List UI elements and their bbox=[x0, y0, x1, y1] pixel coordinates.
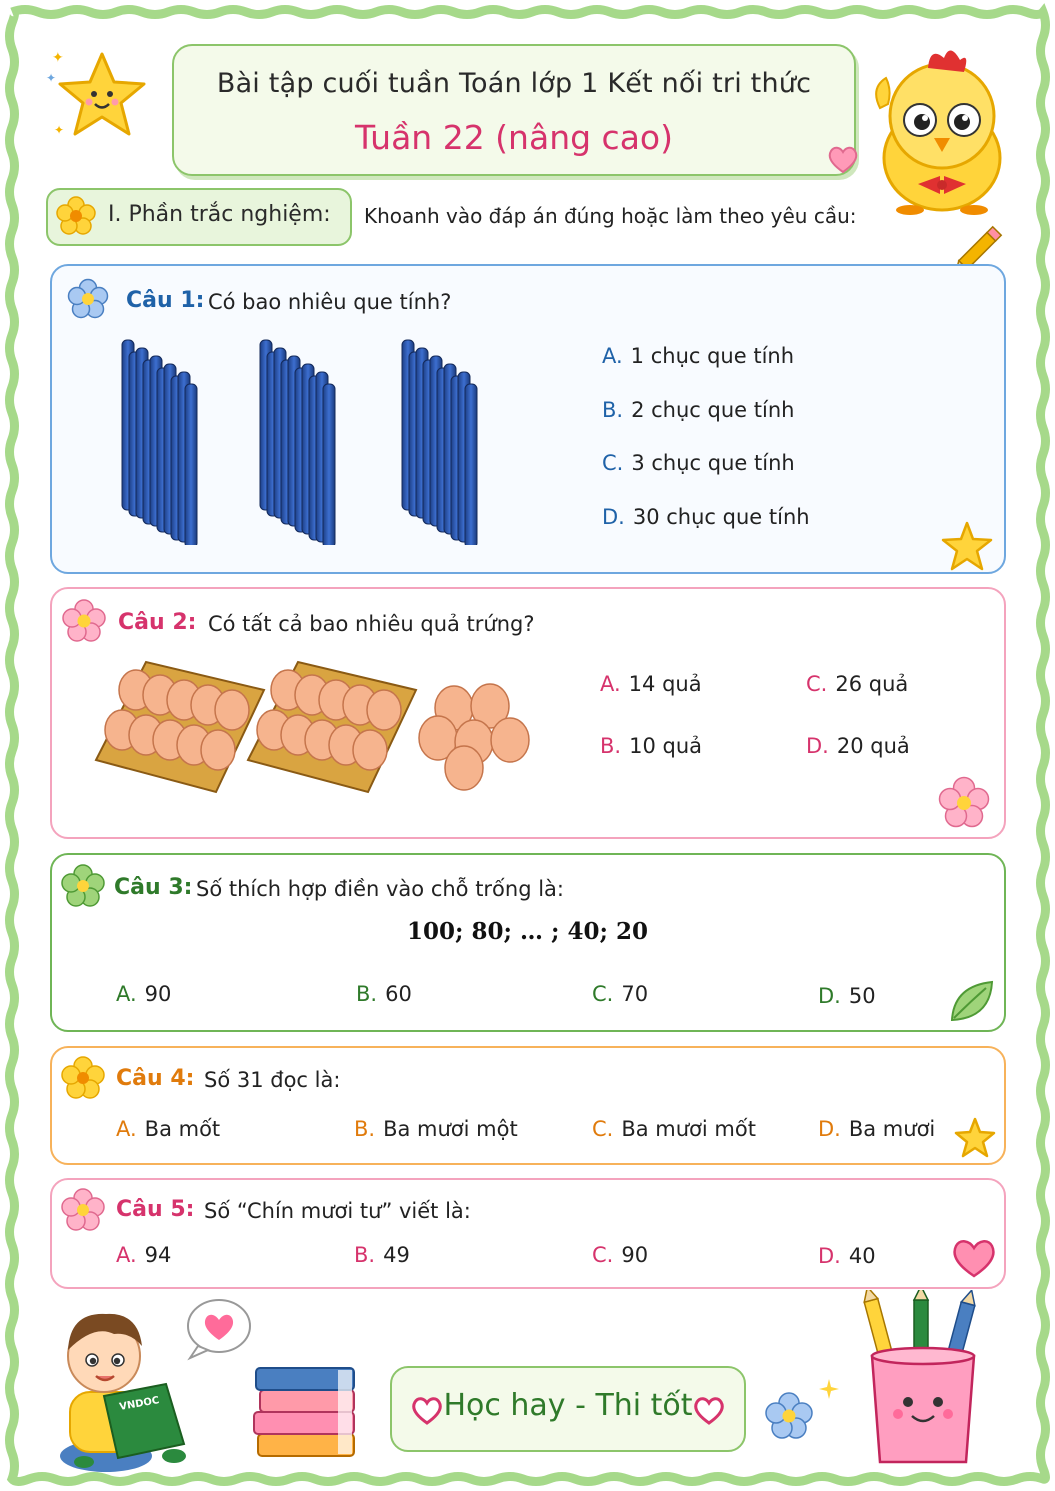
question-4-option-b[interactable] bbox=[354, 1117, 518, 1141]
question-1-text: Có bao nhiêu que tính? bbox=[208, 290, 452, 314]
book-cover-text: VNDOC bbox=[118, 1395, 161, 1413]
counting-stick bbox=[323, 384, 335, 545]
question-card-4 bbox=[50, 1046, 1006, 1165]
option-text: 1 chục que tính bbox=[630, 344, 795, 368]
flower-icon bbox=[56, 196, 96, 236]
option-text: 20 quả bbox=[836, 734, 910, 758]
flower-icon bbox=[60, 1188, 106, 1232]
option-text: 49 bbox=[383, 1243, 410, 1267]
option-text: Ba mốt bbox=[144, 1117, 221, 1141]
option-letter: A. bbox=[116, 1243, 137, 1267]
boy-reading-icon bbox=[34, 1296, 209, 1481]
question-5-option-d[interactable] bbox=[818, 1244, 876, 1268]
question-4-option-d[interactable] bbox=[818, 1117, 935, 1141]
question-3-option-a[interactable] bbox=[116, 982, 171, 1006]
counting-sticks-image bbox=[110, 330, 500, 545]
egg bbox=[491, 718, 529, 762]
question-3-option-d[interactable] bbox=[818, 984, 876, 1008]
counting-stick bbox=[465, 384, 477, 545]
question-2-option-c[interactable] bbox=[806, 672, 908, 696]
question-2-text: Có tất cả bao nhiêu quả trứng? bbox=[208, 612, 535, 636]
egg bbox=[445, 746, 483, 790]
question-4-option-a[interactable] bbox=[116, 1117, 220, 1141]
question-2-label: Câu 2: bbox=[118, 610, 197, 635]
star-icon bbox=[44, 42, 154, 142]
option-letter: B. bbox=[600, 734, 622, 758]
option-letter: B. bbox=[354, 1243, 376, 1267]
option-letter: A. bbox=[116, 1117, 137, 1141]
svg-text:✦: ✦ bbox=[46, 71, 57, 85]
svg-text:✦: ✦ bbox=[52, 50, 64, 66]
leaf-icon bbox=[948, 978, 996, 1024]
section-header bbox=[46, 188, 352, 246]
question-2-option-a[interactable] bbox=[600, 672, 702, 696]
option-letter: C. bbox=[592, 1243, 614, 1267]
option-letter: C. bbox=[806, 672, 828, 696]
svg-text:✦: ✦ bbox=[54, 123, 65, 137]
flower-icon bbox=[66, 278, 110, 320]
question-1-option-d[interactable] bbox=[602, 505, 810, 529]
heart-icon bbox=[950, 1236, 998, 1280]
books-icon bbox=[250, 1356, 365, 1466]
question-3-option-c[interactable] bbox=[592, 982, 648, 1006]
section-label: I. Phần trắc nghiệm: bbox=[108, 202, 331, 227]
option-letter: A. bbox=[600, 672, 621, 696]
page-subtitle: Tuần 22 (nâng cao) bbox=[355, 118, 673, 157]
question-1-label: Câu 1: bbox=[126, 288, 205, 313]
option-text: 40 bbox=[848, 1244, 876, 1268]
number-sequence: 100; 80; … ; 40; 20 bbox=[406, 918, 649, 945]
option-text: 90 bbox=[144, 982, 172, 1006]
pencil-cup-icon bbox=[858, 1290, 988, 1470]
star-icon bbox=[952, 1116, 998, 1160]
star-icon bbox=[940, 520, 994, 572]
question-4-option-c[interactable] bbox=[592, 1117, 756, 1141]
question-5-option-c[interactable] bbox=[592, 1243, 648, 1267]
question-card-5 bbox=[50, 1178, 1006, 1289]
option-text: 2 chục que tính bbox=[631, 398, 795, 422]
question-1-option-c[interactable] bbox=[602, 451, 795, 475]
egg bbox=[353, 730, 387, 770]
sparkle-icon bbox=[818, 1378, 840, 1400]
option-text: 50 bbox=[848, 984, 876, 1008]
option-text: 10 quả bbox=[629, 734, 702, 758]
question-4-label: Câu 4: bbox=[116, 1066, 195, 1091]
option-letter: B. bbox=[354, 1117, 376, 1141]
question-5-label: Câu 5: bbox=[116, 1197, 195, 1222]
question-5-option-a[interactable] bbox=[116, 1243, 171, 1267]
option-letter: A. bbox=[602, 344, 623, 368]
counting-stick bbox=[185, 384, 197, 545]
speech-bubble-heart-icon bbox=[184, 1296, 254, 1362]
question-2-option-d[interactable] bbox=[806, 734, 910, 758]
question-1-option-b[interactable] bbox=[602, 398, 794, 422]
option-text: Ba mươi một bbox=[383, 1117, 518, 1141]
question-2-option-b[interactable] bbox=[600, 734, 702, 758]
question-4-text: Số 31 đọc là: bbox=[204, 1068, 341, 1092]
option-letter: B. bbox=[602, 398, 624, 422]
chick-icon bbox=[870, 38, 1010, 218]
option-letter: C. bbox=[602, 451, 624, 475]
question-5-option-b[interactable] bbox=[354, 1243, 410, 1267]
question-5-text: Số “Chín mươi tư” viết là: bbox=[204, 1199, 471, 1223]
option-letter: C. bbox=[592, 982, 614, 1006]
option-text: 90 bbox=[621, 1243, 649, 1267]
option-letter: D. bbox=[818, 984, 841, 1008]
title-banner bbox=[172, 44, 856, 176]
heart-icon bbox=[826, 143, 860, 175]
flower-icon bbox=[60, 864, 106, 908]
heart-icon bbox=[692, 1394, 726, 1426]
question-3-label: Câu 3: bbox=[114, 875, 193, 900]
option-text: 14 quả bbox=[628, 672, 702, 696]
egg bbox=[215, 690, 249, 730]
flower-icon bbox=[60, 1056, 106, 1100]
option-letter: B. bbox=[356, 982, 378, 1006]
egg bbox=[201, 730, 235, 770]
option-letter: A. bbox=[116, 982, 137, 1006]
option-letter: C. bbox=[592, 1117, 614, 1141]
option-letter: D. bbox=[806, 734, 829, 758]
question-3-text: Số thích hợp điền vào chỗ trống là: bbox=[196, 877, 565, 901]
page-title: Bài tập cuối tuần Toán lớp 1 Kết nối tri thức bbox=[216, 68, 812, 99]
question-3-option-b[interactable] bbox=[356, 982, 412, 1006]
footer-slogan-box bbox=[390, 1366, 746, 1452]
question-1-option-a[interactable] bbox=[602, 344, 794, 368]
eggs-image bbox=[92, 650, 552, 800]
option-text: 70 bbox=[621, 982, 649, 1006]
option-text: Ba mươi bbox=[848, 1117, 936, 1141]
option-text: 60 bbox=[385, 982, 412, 1006]
option-text: 30 chục que tính bbox=[632, 505, 810, 529]
flower-icon bbox=[764, 1392, 814, 1440]
option-text: Ba mươi mốt bbox=[621, 1117, 756, 1141]
option-letter: D. bbox=[818, 1117, 841, 1141]
option-letter: D. bbox=[602, 505, 625, 529]
section-instruction: Khoanh vào đáp án đúng hoặc làm theo yêu cầu: bbox=[364, 204, 857, 228]
option-text: 3 chục que tính bbox=[631, 451, 795, 475]
flower-icon bbox=[936, 776, 992, 830]
option-letter: D. bbox=[818, 1244, 841, 1268]
flower-icon bbox=[60, 598, 108, 644]
option-text: 94 bbox=[144, 1243, 172, 1267]
egg bbox=[367, 690, 401, 730]
footer-slogan: Học hay - Thi tốt bbox=[443, 1388, 693, 1423]
option-text: 26 quả bbox=[835, 672, 909, 696]
